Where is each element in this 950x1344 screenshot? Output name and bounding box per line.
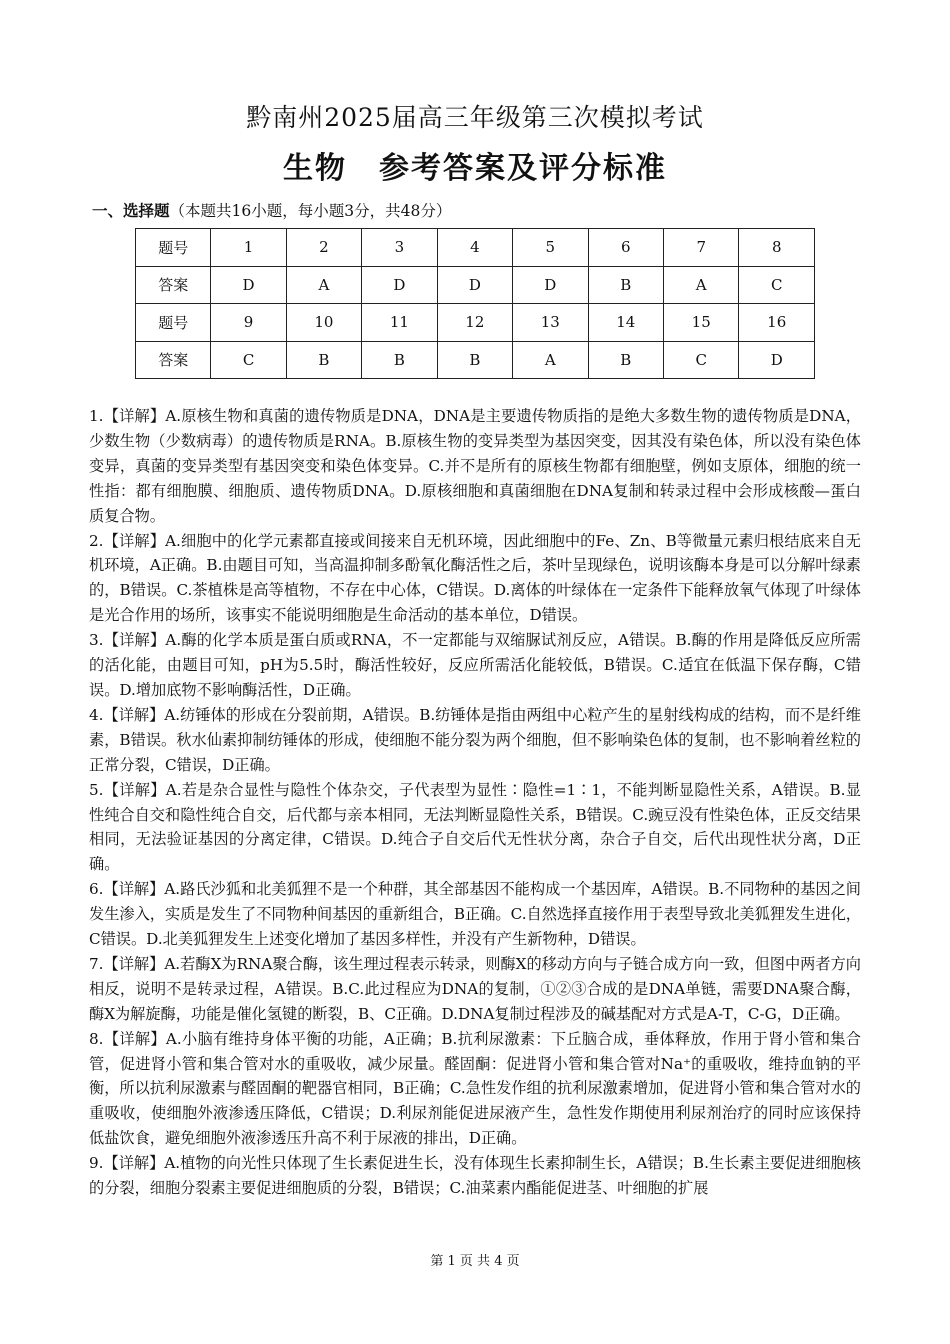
table-cell: D	[513, 266, 588, 304]
table-cell: 6	[588, 229, 663, 267]
table-cell: C	[663, 341, 738, 379]
table-cell: D	[437, 266, 512, 304]
explanation-paragraph: 3.【详解】A.酶的化学本质是蛋白质或RNA，不一定都能与双缩脲试剂反应，A错误。B.酶的作用是降低反应所需的活化能，由题目可知，pH为5.5时，酶活性较好，反应所需活化能较低，B错误。C.适宜在低温下保存酶，C错误。D.增加底物不影响酶活性，D正确。	[89, 631, 861, 699]
table-cell: A	[286, 266, 361, 304]
table-row	[136, 266, 815, 304]
table-cell: D	[739, 341, 815, 379]
table-cell: 1	[211, 229, 286, 267]
table-cell: 13	[513, 304, 588, 342]
explanation-paragraph: 6.【详解】A.路氏沙狐和北美狐狸不是一个种群，其全部基因不能构成一个基因库，A错误。B.不同物种的基因之间发生渗入，实质是发生了不同物种间基因的重新组合，B正确。C.自然选择直接作用于表型导致北美狐狸发生进化，C错误。D.北美狐狸发生上述变化增加了基因多样性，并没有产生新物种，D错误。	[89, 880, 861, 949]
answer-table	[135, 228, 815, 379]
page-footer: 第 1 页 共 4 页	[430, 1254, 520, 1269]
table-cell: 16	[739, 304, 815, 342]
table-row-header: 答案	[136, 266, 211, 304]
table-row-header: 题号	[136, 304, 211, 342]
table-cell: B	[588, 266, 663, 304]
table-cell: A	[663, 266, 738, 304]
explanation-paragraph: 7.【详解】A.若酶X为RNA聚合酶，该生理过程表示转录，则酶X的移动方向与子链合成方向一致，但图中两者方向相反，说明不是转录过程，A错误。B.C.此过程应为DNA的复制，①②③合成的是DNA单链，需要DNA聚合酶，酶X为解旋酶，功能是催化氢键的断裂，B、C正确。D.DNA复制过程涉及的碱基配对方式是A-T，C-G，D正确。	[89, 954, 861, 1023]
explanation-paragraph: 8.【详解】A.小脑有维持身体平衡的功能，A正确；B.抗利尿激素：下丘脑合成，垂体释放，作用于肾小管和集合管，促进肾小管和集合管对水的重吸收，减少尿量。醛固酮：促进肾小管和集合管对Na⁺的重吸收，维持血钠的平衡，所以抗利尿激素与醛固酮的靶器官相同，B正确；C.急性发作组的抗利尿激素增加，促进肾小管和集合管对水的重吸收，使细胞外液渗透压降低，C错误；D.利尿剂能促进尿液产生，急性发作期使用利尿剂治疗的同时应该保持低盐饮食，避免细胞外液渗透压升高不利于尿液的排出，D正确。	[89, 1029, 861, 1148]
table-cell: 15	[663, 304, 738, 342]
table-row	[136, 341, 815, 379]
table-cell: 12	[437, 304, 512, 342]
table-cell: 14	[588, 304, 663, 342]
explanations	[89, 404, 861, 1201]
table-cell: B	[286, 341, 361, 379]
table-cell: D	[362, 266, 437, 304]
table-cell: 8	[739, 229, 815, 267]
table-cell: 3	[362, 229, 437, 267]
table-cell: B	[437, 341, 512, 379]
explanation-paragraph: 9.【详解】A.植物的向光性只体现了生长素促进生长，没有体现生长素抑制生长，A错误；B.生长素主要促进细胞核的分裂，细胞分裂素主要促进细胞质的分裂，B错误；C.油菜素内酯能促进茎、叶细胞的扩展	[89, 1154, 861, 1198]
table-cell: A	[513, 341, 588, 379]
explanation-paragraph: 2.【详解】A.细胞中的化学元素都直接或间接来自无机环境，因此细胞中的Fe、Zn、B等微量元素归根结底来自无机环境，A正确。B.由题目可知，当高温抑制多酚氧化酶活性之后，茶叶呈现绿色，说明该酶本身是可以分解叶绿素的，B错误。C.茶植株是高等植物，不存在中心体，C错误。D.离体的叶绿体在一定条件下能释放氧气体现了叶绿体是光合作用的场所，该事实不能说明细胞是生命活动的基本单位，D错误。	[89, 531, 861, 625]
explanation-paragraph: 4.【详解】A.纺锤体的形成在分裂前期，A错误。B.纺锤体是指由两组中心粒产生的星射线构成的结构，而不是纤维素，B错误。秋水仙素抑制纺锤体的形成，使细胞不能分裂为两个细胞，但不影响染色体的复制，也不影响着丝粒的正常分裂，C错误，D正确。	[89, 705, 861, 774]
section-note: （本题共16小题，每小题3分，共48分）	[169, 202, 452, 220]
table-cell: 5	[513, 229, 588, 267]
table-cell: 9	[211, 304, 286, 342]
table-cell: 7	[663, 229, 738, 267]
section-label: 一、选择题	[92, 201, 170, 220]
explanation-paragraph: 5.【详解】A.若是杂合显性与隐性个体杂交，子代表型为显性∶隐性=1∶1，不能判断显隐性关系，A错误。B.显性纯合自交和隐性纯合自交，后代都与亲本相同，无法判断显隐性关系，B错误。C.豌豆没有性染色体，正反交结果相同，无法验证基因的分离定律，C错误。D.纯合子自交后代无性状分离，杂合子自交，后代出现性状分离，D正确。	[89, 780, 861, 874]
table-cell: 4	[437, 229, 512, 267]
table-cell: C	[211, 341, 286, 379]
table-row-header: 题号	[136, 229, 211, 267]
section-heading	[92, 199, 451, 221]
explanation-paragraph: 1.【详解】A.原核生物和真菌的遗传物质是DNA，DNA是主要遗传物质指的是绝大多数生物的遗传物质是DNA，少数生物（少数病毒）的遗传物质是RNA。B.原核生物的变异类型为基因突变，因其没有染色体，所以没有染色体变异，真菌的变异类型有基因突变和染色体变异。C.并不是所有的原核生物都有细胞壁，例如支原体，细胞的统一性指：都有细胞膜、细胞质、遗传物质DNA。D.原核细胞和真菌细胞在DNA复制和转录过程中会形成核酸—蛋白质复合物。	[89, 407, 861, 525]
exam-title: 黔南州2025届高三年级第三次模拟考试	[246, 103, 704, 132]
table-row	[136, 304, 815, 342]
table-cell: 11	[362, 304, 437, 342]
table-cell: 2	[286, 229, 361, 267]
document-subtitle: 生物 参考答案及评分标准	[283, 151, 667, 186]
table-cell: C	[739, 266, 815, 304]
table-cell: D	[211, 266, 286, 304]
table-cell: 10	[286, 304, 361, 342]
table-row	[136, 229, 815, 267]
table-row-header: 答案	[136, 341, 211, 379]
table-cell: B	[362, 341, 437, 379]
table-cell: B	[588, 341, 663, 379]
